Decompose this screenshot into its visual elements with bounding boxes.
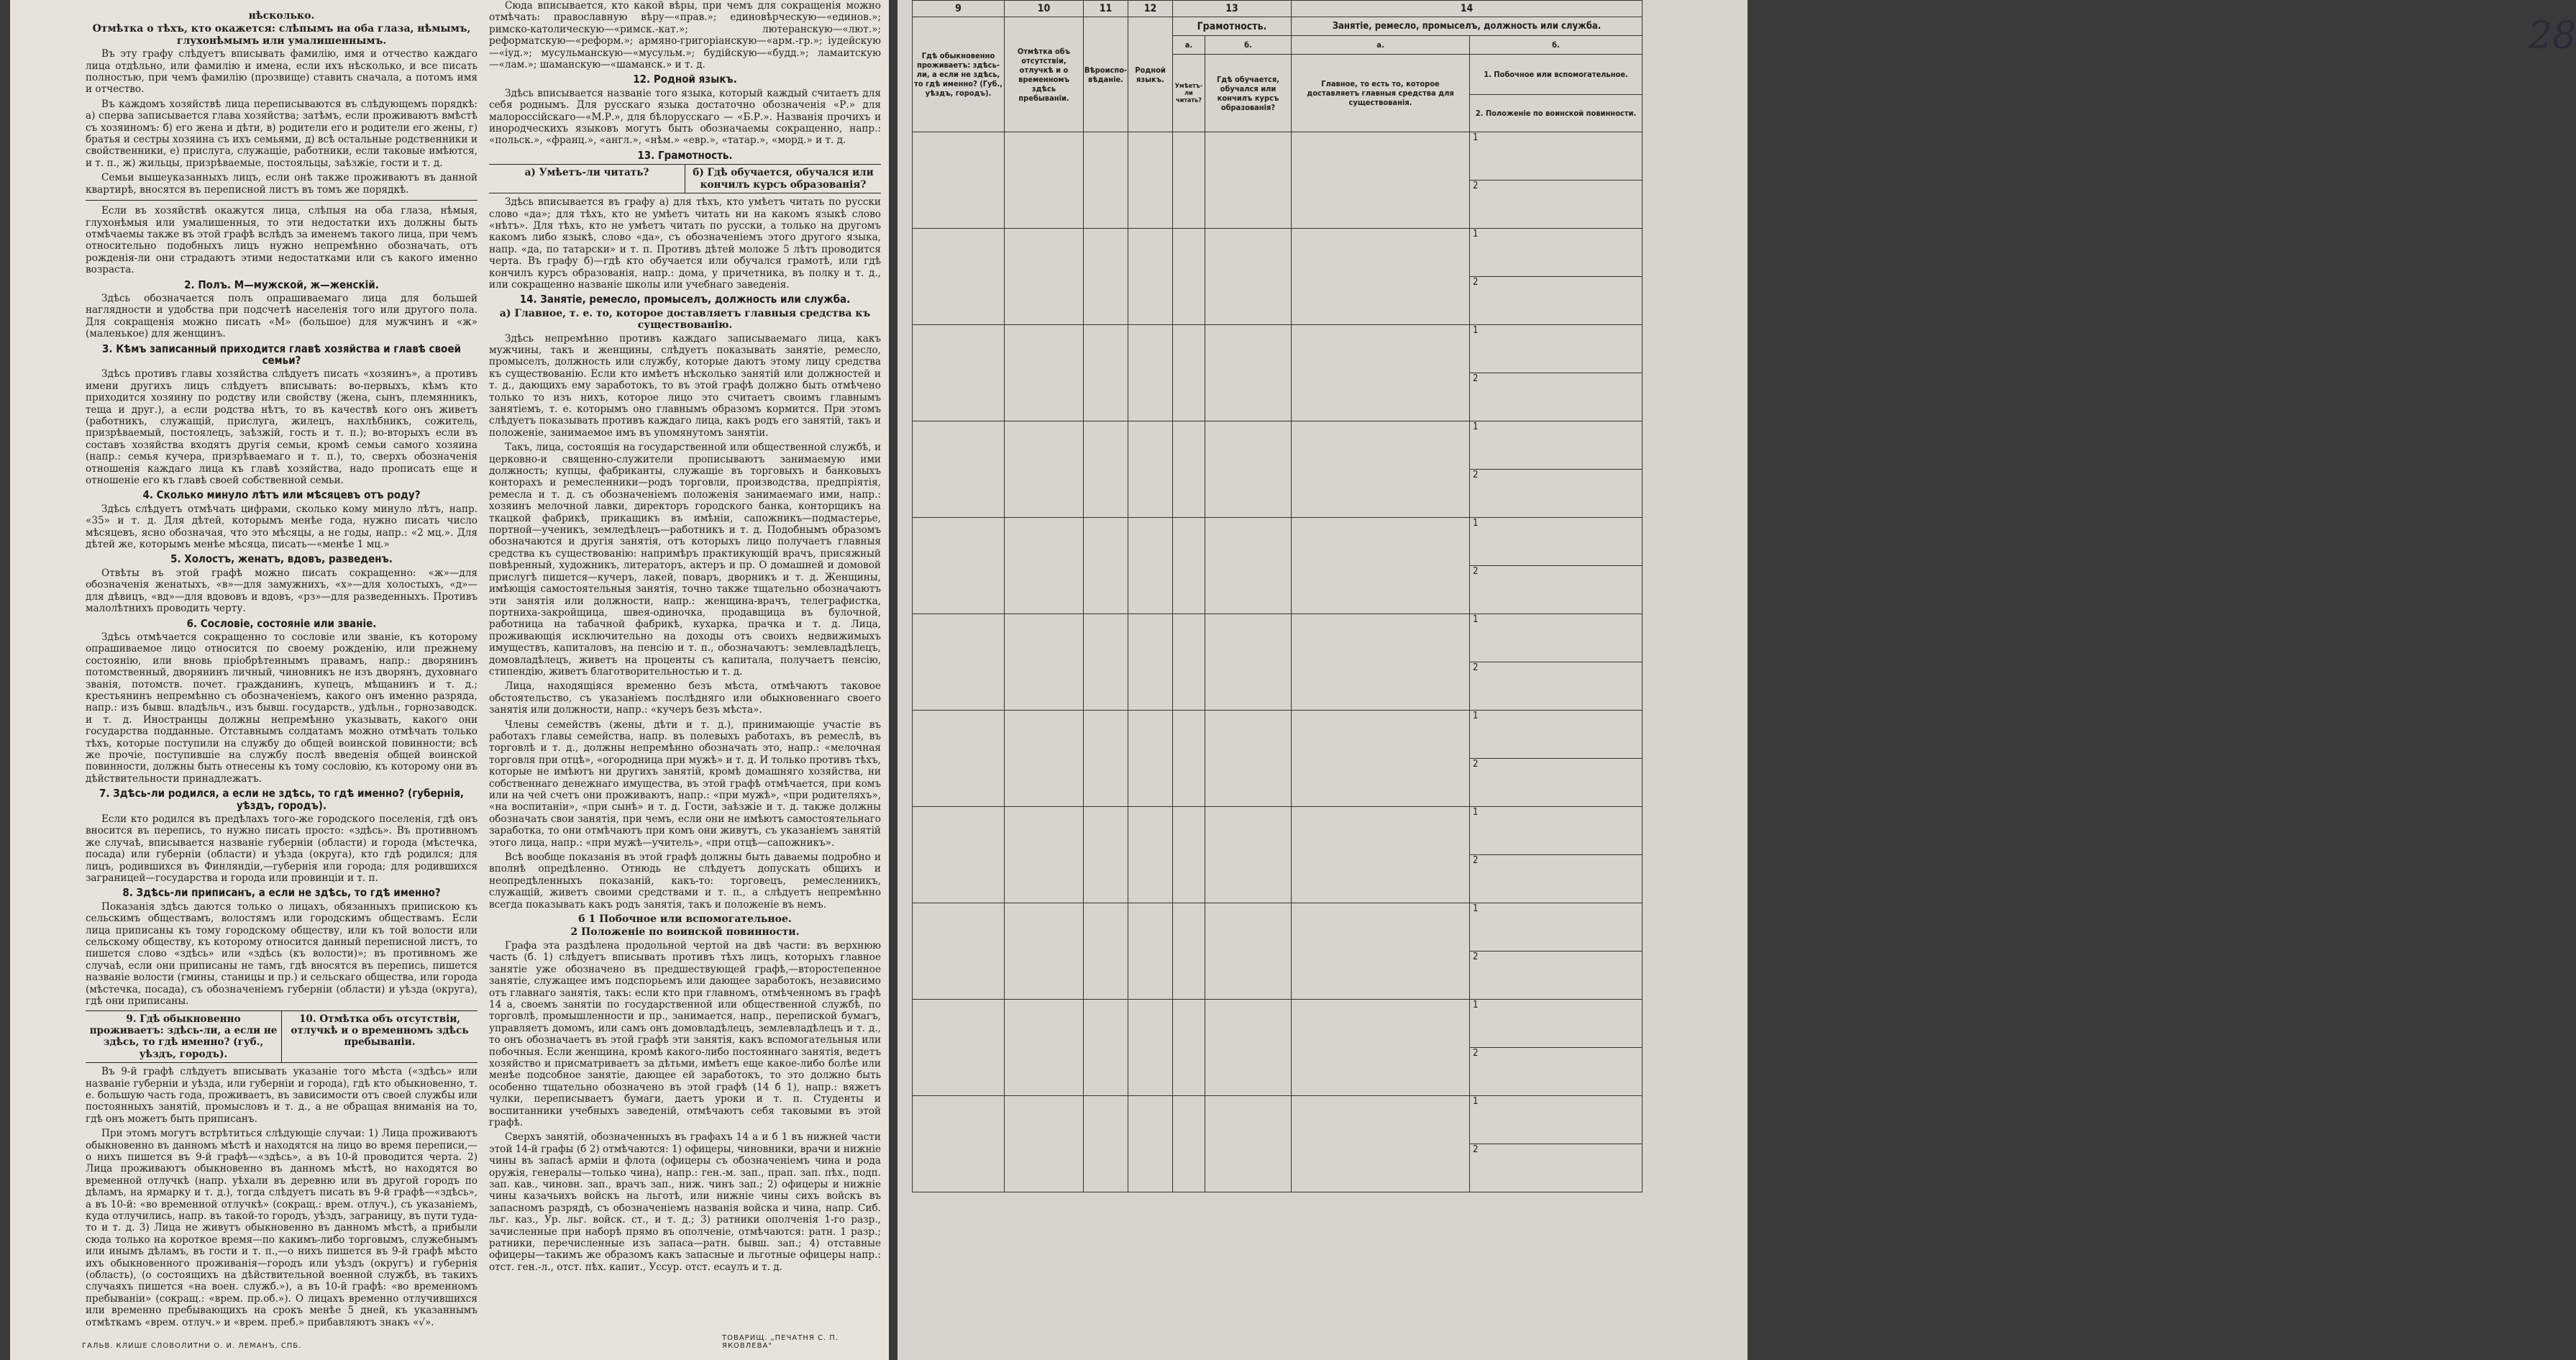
colnum-10: 10 [1005,1,1084,17]
form-cell[interactable] [1084,229,1128,325]
section-heading: 12. Родной языкъ. [633,73,737,86]
colnum-13: 13 [1173,1,1292,17]
form-cell[interactable] [1128,807,1173,903]
form-cell[interactable] [1128,518,1173,614]
form-cell[interactable] [1005,421,1084,518]
form-cell[interactable] [1205,1000,1292,1096]
form-cell[interactable] [1292,614,1470,711]
split-heading-right: 10. Отмѣтка объ отсутствіи, отлучкѣ и о временномъ здѣсь пребываніи. [281,1011,478,1063]
form-cell[interactable] [1205,1096,1292,1192]
header-occupation-b-letter: б. [1470,36,1643,55]
printer-footer-left: ГАЛЬВ. КЛИШЕ СЛОВОЛИТНИ О. И. ЛЕМАНЪ, СПБ. [82,1342,302,1350]
section-heading: 7. Здѣсь-ли родился, а если не здѣсь, то гдѣ именно? (губернія, уѣздъ, городъ). [99,787,465,812]
form-cell[interactable] [1005,132,1084,229]
form-cell[interactable] [1128,1096,1173,1192]
paragraph: Здѣсь вписывается названіе того языка, который каждый считаетъ для себя роднымъ. Для русскаго языка достаточно обозначенія «Р.» для малороссійскаго—«М.Р.», для бѣлорусскаго — «Б.Р.». Названія прочихъ и инородческихъ языковъ могутъ быть обозначаемы сокращенно, напр.: «польск.», «франц.», «англ.», «нѣм.» «евр.», «татар.», «морд.» и т. д. [489,87,881,147]
census-form-page [898,0,2576,1360]
sub-row-cell[interactable]: 1 [1470,518,1643,566]
sub-row-cell[interactable]: 2 [1470,277,1643,325]
form-cell[interactable] [1205,421,1292,518]
form-cell[interactable] [1292,229,1470,325]
paragraph: Лица, находящіяся временно безъ мѣста, отмѣчаютъ таковое обстоятельство, съ указаніемъ послѣдняго или обыкновеннаго своего занятія или должности, напр.: «кучеръ безъ мѣста». [489,680,881,716]
form-cell[interactable] [1205,325,1292,421]
form-cell[interactable] [1205,132,1292,229]
form-row [913,1096,1643,1144]
sub-row-cell[interactable]: 2 [1470,759,1643,807]
section-heading: 3. Кѣмъ записанный приходится главѣ хозяйства и главѣ своей семьи? [102,342,461,367]
form-row [913,421,1643,470]
paragraph: Если кто родился въ предѣлахъ того-же городского поселенія, гдѣ онъ вносится въ перепись, то нужно писать просто: «здѣсь». Въ противномъ же случаѣ, вписывается названіе губерніи (области) и города (мѣстечка, посада) или губерніи (области) и уѣзда (округа), кто гдѣ родился; для лицъ, родившихся въ Финляндіи,—губернія или города; для родившихся заграницей—государства и города или провинціи и т. п. [86,813,478,885]
section-heading: Отмѣтка о тѣхъ, кто окажется: слѣпымъ на оба глаза, нѣмымъ, глухонѣмымъ или умалишеннымъ. [92,23,471,47]
form-row [913,807,1643,855]
colnum-11: 11 [1084,1,1128,17]
header-literacy: Грамотность. [1173,17,1292,36]
handwritten-page-number: 28 [2529,14,2576,58]
sub-row-cell[interactable]: 1 [1470,132,1643,181]
form-row [913,325,1643,373]
split-heading [489,164,881,193]
printer-footer-mid: ТОВАРИЩ. „ПЕЧАТНЯ С. П. ЯКОВЛЕВА" [722,1334,839,1350]
sub-row-cell[interactable]: 1 [1470,421,1643,470]
header-religion: Вѣроиспо-вѣданіе. [1084,17,1128,132]
paragraph: Здѣсь вписывается въ графу а) для тѣхъ, кто умѣетъ читать по русски слово «да»; для тѣхъ, кто не умѣетъ читать ни на какомъ языкѣ слово «нѣтъ». Для тѣхъ, кто не умѣетъ читать по русски, а только на другомъ какомъ либо языкѣ, слово «да», съ обозначеніемъ этого другого языка, напр. «да, по татарски» и т. п. Противъ дѣтей моложе 5 лѣтъ проводится черта. Въ графу б)—гдѣ кто обучается или обучался грамотѣ, или гдѣ кончилъ курсъ образованія, напр.: дома, у причетника, въ полку и т. д., или сокращенно названіе школы или учебнаго заведенія. [489,196,881,291]
form-cell[interactable] [1084,325,1128,421]
form-cell[interactable] [1128,614,1173,711]
form-cell[interactable] [913,807,1005,903]
paragraph: Въ каждомъ хозяйствѣ лица переписываются въ слѣдующемъ порядкѣ: а) сперва записывается глава хозяйства; затѣмъ, если проживаютъ вмѣстѣ съ хозяиномъ: б) его жена и дѣти, в) родители его и родители его жены, г) братья и сестры хозяина съ ихъ семьями, д) всѣ остальные родственники и свойственники, е) прислуга, служащіе, работники, если таковые имѣются, и т. п., ж) жильцы, призрѣваемые, постояльцы, заѣзжіе, гости и т. д. [86,98,478,169]
form-row [913,614,1643,662]
section-heading: а) Главное, т. е. то, которое доставляетъ главныя средства къ существованію. [499,307,871,332]
header-secondary-occupation: 1. Побочное или вспомогательное. [1470,55,1643,95]
section-heading: 5. Холостъ, женатъ, вдовъ, разведенъ. [170,552,393,566]
form-row [913,711,1643,759]
paragraph: Всѣ вообще показанія въ этой графѣ должны быть даваемы подробно и вполнѣ опредѣленно. Отнюдь не слѣдуетъ допускать общихъ и неопредѣленныхъ показаній, какъ-то: торговецъ, ремесленникъ, служащій, живетъ своими средствами и т. п., а слѣдуетъ непремѣнно всегда показывать какъ родъ занятія, такъ и положеніе въ немъ. [489,852,881,911]
sub-row-cell[interactable]: 1 [1470,903,1643,951]
form-cell[interactable] [1084,903,1128,1000]
form-cell[interactable] [1084,614,1128,711]
form-cell[interactable] [913,132,1005,229]
header-occupation: Занятіе, ремесло, промыселъ, должность или служба. [1292,17,1643,36]
form-cell[interactable] [1292,903,1470,1000]
instructions-column-left [86,0,478,1331]
form-cell[interactable] [1128,903,1173,1000]
section-heading: 13. Грамотность. [637,148,733,162]
header-literacy-a-letter: а. [1173,36,1205,55]
form-cell[interactable] [1292,421,1470,518]
paragraph: Сюда вписывается, кто какой вѣры, при чемъ для сокращенія можно отмѣчать: православную вѣру—«прав.»; единовѣрческую—«единов.»; римско-католическую—«римск.-кат.»; лютеранскую—«лют.»; реформатскую—«реформ.»; армяно-григоріанскую—«арм.-гр.»; іудейскую—«іуд.»; мусульманскую—«мусульм.»; будійскую—«будд.»; ламаитскую—«лам.»; шаманскую—«шаманск.» и т. д. [489,0,881,71]
form-cell[interactable] [1084,421,1128,518]
form-row [913,518,1643,566]
form-cell[interactable] [1292,132,1470,229]
sub-row-cell[interactable]: 1 [1470,1096,1643,1144]
instructions-page [10,0,889,1360]
form-cell[interactable] [1005,903,1084,1000]
sub-row-cell[interactable]: 1 [1470,325,1643,373]
header-absence: Отмѣтка объ отсутствіи, отлучкѣ и о временномъ здѣсь пребываніи. [1005,17,1084,132]
sub-row-cell[interactable]: 1 [1470,807,1643,855]
form-cell[interactable] [1292,711,1470,807]
form-cell[interactable] [1084,518,1128,614]
form-cell[interactable] [1292,1000,1470,1096]
column-left-body [86,23,478,1328]
form-cell[interactable] [1173,1096,1205,1192]
form-cell[interactable] [1005,325,1084,421]
column-number-row [913,1,1643,17]
form-cell[interactable] [1173,711,1205,807]
form-cell[interactable] [1128,132,1173,229]
form-cell[interactable] [1005,229,1084,325]
form-cell[interactable] [1005,614,1084,711]
sub-row-cell[interactable]: 2 [1470,1144,1643,1192]
section-heading: б 1 Побочное или вспомогательное. [578,913,792,926]
form-cell[interactable] [913,903,1005,1000]
form-cell[interactable] [1292,807,1470,903]
paragraph: Такъ, лица, состоящія на государственной или общественной службѣ, и церковно-и священно-служители прописываютъ занимаемую ими должность; купцы, фабриканты, служащіе въ торговыхъ и банковыхъ конторахъ и ремесленники—родъ торговли, производства, предпріятія, ремесла и т. д. съ обозначеніемъ положенія занимаемаго ими, напр.: хозяинъ мелочной лавки, директоръ городского банка, конторщикъ на ткацкой фабрикѣ, прикащикъ въ имѣніи, сапожникъ—подмастерье, портной—ученикъ, земледѣлецъ—работникъ и т. д. Подобнымъ образомъ обозначаются и другія занятія, отъ которыхъ лицо получаетъ главныя средства къ существованію: напримѣръ практикующій врачъ, присяжный повѣренный, художникъ, литераторъ, актеръ и пр. О домашней и домовой прислугѣ пишется—кучеръ, лакей, поваръ, дворникъ и т. д. Женщины, имѣющія самостоятельныя занятія, точно также тщательно обозначаютъ эти занятія или должности, напр.: женщина-врачъ, телеграфистка, портниха-закройщица, швея-одиночка, продавщица въ булочной, работница на табачной фабрикѣ, кухарка, прачка и т. д. Лица, проживающія исключительно на доходы отъ своихъ недвижимыхъ имуществъ, капиталовъ, на пенсію и т. п., обозначаютъ: землевладѣлецъ, домовладѣлецъ, живетъ на проценты съ капитала, получаетъ пенсію, стипендію, живетъ благотворительностью и т. д. [489,442,881,677]
header-education: Гдѣ обучается, обучался или кончилъ курсъ образованія? [1205,55,1292,132]
form-cell[interactable] [1084,711,1128,807]
form-cell[interactable] [1005,1000,1084,1096]
form-cell[interactable] [1128,711,1173,807]
split-heading-left: 9. Гдѣ обыкновенно проживаетъ: здѣсь-ли, а если не здѣсь, то гдѣ именно? (губ., уѣздъ, городъ). [89,1013,278,1060]
form-cell[interactable] [1128,1000,1173,1096]
form-cell[interactable] [1292,518,1470,614]
form-cell[interactable] [1173,229,1205,325]
paragraph: Въ эту графу слѣдуетъ вписывать фамилію, имя и отчество каждаго лица отдѣльно, или фамилію и имена, если ихъ нѣсколько, и все писать полностью, при чемъ фамилію (прозвище) ставить сначала, а потомъ имя и отчество. [86,48,478,96]
form-cell[interactable] [1084,1096,1128,1192]
colnum-14: 14 [1292,1,1643,17]
section-heading: 4. Сколько минуло лѣтъ или мѣсяцевъ отъ роду? [142,488,421,502]
split-heading [86,1010,478,1064]
form-cell[interactable] [1173,518,1205,614]
header-occupation-a-letter: а. [1292,36,1470,55]
header-can-read: Умѣетъ-ли читать? [1173,55,1205,132]
paragraph: Въ 9-й графѣ слѣдуетъ вписывать указаніе того мѣста («здѣсь» или названіе губерніи и уѣзда, или губерніи и города), гдѣ кто обыкновенно, т. е. большую часть года, проживаетъ, въ зависимости отъ своей службы или постоянныхъ занятій, промысловъ и т. д., а не обращая вниманія на то, гдѣ онъ можетъ быть приписанъ. [86,1066,478,1125]
form-row [913,229,1643,277]
form-cell[interactable] [1205,229,1292,325]
form-cell[interactable] [1084,132,1128,229]
form-cell[interactable] [913,1096,1005,1192]
sub-row-cell[interactable]: 2 [1470,566,1643,614]
sub-row-cell[interactable]: 1 [1470,1000,1643,1048]
paragraph: Здѣсь отмѣчается сокращенно то сословіе или званіе, къ которому опрашиваемое лицо относится по своему рожденію, или прежнему состоянію, или вновь пріобрѣтеннымъ правамъ, напр.: дворянинъ потомственный, дворянинъ личный, чиновникъ не изъ дворянъ, духовнаго званія, потомств. почет. гражданинъ, купецъ, мѣщанинъ и т. д.; крестьянинъ непремѣнно съ обозначеніемъ, какого онъ именно разряда, напр.: изъ бывш. владѣльч., изъ бывш. государств., удѣльн., горнозаводск. и т. д. Иностранцы должны непремѣнно указывать, какого они государства подданные. Отставнымъ солдатамъ можно отмѣчать только тѣхъ, которые поступили на службу до общей воинской повинности; всѣ же прочіе, поступившіе на службу послѣ введенія общей воинской повинности, должны быть отнесены къ тому сословію, къ которому они въ дѣйствительности принадлежатъ. [86,631,478,785]
paragraph: Здѣсь слѣдуетъ отмѣчать цифрами, сколько кому минуло лѣтъ, напр. «35» и т. д. Для дѣтей, которымъ менѣе года, нужно писать число мѣсяцевъ, ясно обозначая, что это мѣсяцы, а не годы, напр.: «2 мц.». Для дѣтей же, которымъ менѣе мѣсяца, писать—«менѣе 1 мц.» [86,503,478,551]
section-heading: 6. Сословіе, состояніе или званіе. [186,616,377,630]
section-heading: 14. Занятіе, ремесло, промыселъ, должность или служба. [519,293,851,306]
form-body [913,132,1643,1192]
form-cell[interactable] [913,518,1005,614]
form-row [913,903,1643,951]
split-heading-left: а) Умѣетъ-ли читать? [524,167,649,179]
form-cell[interactable] [1173,903,1205,1000]
header-main-occupation: Главное, то есть то, которое доставляетъ главныя средства для существованія. [1292,55,1470,132]
form-cell[interactable] [1005,711,1084,807]
paragraph: Здѣсь обозначается полъ опрашиваемаго лица для большей наглядности и удобства при подсчетѣ населенія того или другого пола. Для сокращенія можно писать «М» (большое) для мужчинъ и «ж» (маленькое) для женщинъ. [86,292,478,340]
form-cell[interactable] [1173,325,1205,421]
form-cell[interactable] [1173,421,1205,518]
form-cell[interactable] [1205,614,1292,711]
form-cell[interactable] [1005,518,1084,614]
form-cell[interactable] [1128,229,1173,325]
sub-row-cell[interactable]: 2 [1470,951,1643,1000]
sub-row-cell[interactable]: 2 [1470,855,1643,903]
sub-row-cell[interactable]: 1 [1470,614,1643,662]
top-line: нѣсколько. [248,10,315,22]
form-cell[interactable] [1173,614,1205,711]
sub-row-cell[interactable]: 2 [1470,662,1643,711]
section-heading: 2 Положеніе по воинской повинности. [570,926,800,939]
paragraph: Показанія здѣсь даются только о лицахъ, обязанныхъ припискою къ сельскимъ обществамъ, волостямъ или городскимъ обществамъ. Если лица приписаны къ тому городскому обществу, или къ той волости или сельскому обществу, къ которому относится данный переписной листъ, то пишется слово «здѣсь» или «здѣсь (къ волости)»; въ противномъ же случаѣ, если они приписаны не тамъ, гдѣ вносятся въ перепись, пишется названіе волости (гмины, станицы и пр.) и сельскаго общества, или города (мѣстечка, посада), съ обозначеніемъ губерніи (области) и уѣзда (округа), гдѣ они приписаны. [86,900,478,1008]
instructions-column-right [489,0,881,1331]
form-cell[interactable] [1205,518,1292,614]
paragraph: Сверхъ занятій, обозначенныхъ въ графахъ 14 а и б 1 въ нижней части этой 14-й графы (б 2) отмѣчаются: 1) офицеры, чиновники, врачи и нижніе чины въ запасѣ арміи и флота (офицеры съ обозначеніемъ чина и рода оружія, генералы—только чина), напр.: ген.-м. зап., прап. зап. пѣх., подп. зап. кав., чиновн. зап., врачъ зап., ниж. чинъ зап.; 2) офицеры и нижніе чины казачьихъ войскъ на льготѣ, или нижніе чины сихъ войскъ въ запасномъ разрядѣ, съ обозначеніемъ названія войска и чина, напр. Сиб. льг. каз., Ур. льг. войск. ст., и т. д.; 3) ратники ополченія 1-го разр., зачисленные при наборѣ прямо въ ополченіе, отмѣчаются: ратн. 1 разр.; ратники, перечисленные изъ запаса—ратн. бывш. зап.; 4) отставные офицеры—такимъ же образомъ какъ запасные и льготные офицеры напр.: отст. ген.-л., отст. пѣх. капит., Усcур. отст. есаулъ и т. д. [489,1131,881,1273]
paragraph: Здѣсь непремѣнно противъ каждаго записываемаго лица, какъ мужчины, такъ и женщины, слѣдуетъ показывать занятіе, ремесло, промыселъ, должность или службу, которые даютъ этому лицу средства къ существованію. Если кто имѣетъ нѣсколько занятій или должностей и т. д., дающихъ ему заработокъ, то въ этой графѣ должно быть отмѣчено только то изъ нихъ, которое лицо это считаетъ своимъ главнымъ занятіемъ, т. е. которымъ оно главнымъ образомъ кормится. При этомъ слѣдуетъ показывать противъ каждаго лица, какъ родъ его занятій, такъ и положеніе, занимаемое имъ въ упомянутомъ занятіи. [489,332,881,439]
form-cell[interactable] [913,421,1005,518]
sub-row-cell[interactable]: 1 [1470,711,1643,759]
header-residence: Гдѣ обыкновенно проживаетъ: здѣсь-ли, а если не здѣсь, то гдѣ именно? (Губ., уѣздъ, городъ). [913,17,1005,132]
sub-row-cell[interactable]: 2 [1470,1048,1643,1096]
paragraph: Члены семействъ (жены, дѣти и т. д.), принимающіе участіе въ работахъ главы семейства, напр. въ полевыхъ работахъ, въ ремеслѣ, въ торговлѣ и т. д., должны непремѣнно обозначать это, напр.: «мелочная торговля при отцѣ», «огородница при мужѣ» и т. д. И только противъ тѣхъ, которые не имѣютъ ни другихъ занятій, кромѣ домашняго хозяйства, ни собственнаго денежнаго имущества, въ этой графѣ отмѣчается, при комъ или на чей счетъ они проживаютъ, напр.: «при мужѣ», «при родителяхъ», «на воспитаніи», «при сынѣ» и т. д. Гости, заѣзжіе и т. д. также должны обозначать свои занятія, при чемъ, если они не имѣютъ самостоятельнаго заработка, то они отмѣчаютъ при комъ они живутъ, съ указаніемъ занятій этого лица, напр.: «при мужѣ—учитель», «при отцѣ—сапожникъ». [489,718,881,849]
form-cell[interactable] [913,614,1005,711]
paragraph: Графа эта раздѣлена продольной чертой на двѣ части: въ верхнюю часть (б. 1) слѣдуетъ вписывать противъ тѣхъ лицъ, которыхъ главное занятіе уже обозначено въ предшествующей графѣ,—второстепенное занятіе, служащее имъ подспорьемъ или дающее заработокъ, независимо отъ главнаго занятія, такъ: если кто при главномъ, отмѣченномъ въ графѣ 14 а, своемъ занятіи по государственной или общественной службѣ, по торговлѣ, промышленности и пр., занимается, напр., перепиской бумагъ, управляетъ домомъ, или самъ онъ домовладѣлецъ, землевладѣлецъ и т. д., то онъ обозначаетъ въ этой графѣ эти занятія, какъ вспомогательныя или побочныя. Если женщина, кромѣ какого-либо постояннаго занятія, ведетъ хозяйство и присматриваетъ за дѣтьми, имѣетъ еще какое-либо болѣе или менѣе подсобное занятіе, дающее ей заработокъ, то это должно быть особенно тщательно обозначено въ этой графѣ (14 б 1), напр.: вяжетъ чулки, переписываетъ бумаги, даетъ уроки и т. п. Студенты и воспитанники учебныхъ заведеній, отмѣчаютъ себя таковыми въ этой графѣ. [489,939,881,1128]
form-cell[interactable] [1084,1000,1128,1096]
sub-row-cell[interactable]: 2 [1470,470,1643,518]
colnum-9: 9 [913,1,1005,17]
form-row [913,1000,1643,1048]
form-cell[interactable] [1173,132,1205,229]
form-cell[interactable] [1128,325,1173,421]
form-cell[interactable] [1205,711,1292,807]
form-row [913,132,1643,181]
form-cell[interactable] [913,325,1005,421]
colnum-12: 12 [1128,1,1173,17]
paragraph: Здѣсь противъ главы хозяйства слѣдуетъ писать «хозяинъ», а противъ имени другихъ лицъ слѣдуетъ вписывать: во-первыхъ, кѣмъ кто приходится хозяину по родству или свойству (жена, сынъ, племянникъ, теща и друг.), а если родства нѣтъ, то въ качествѣ кого онъ живетъ (работникъ, служащій, прислуга, жилецъ, нахлѣбникъ, сожитель, призрѣваемый, постоялецъ, заѣзжій, гость и т. п.); во-вторыхъ если въ составъ хозяйства входятъ другія семьи, кромѣ семьи самого хозяина (напр.: семья кучера, призрѣваемаго и т. п.), то, сверхъ обозначенія отношенія каждаго лица къ главѣ хозяйства, надо прописать еще и отношеніе его къ главѣ своей собственной семьи. [86,368,478,487]
form-cell[interactable] [1173,807,1205,903]
form-cell[interactable] [1005,1096,1084,1192]
form-cell[interactable] [1205,807,1292,903]
section-heading: 2. Полъ. М—мужской, ж—женскій. [184,278,379,291]
paragraph: При этомъ могутъ встрѣтиться слѣдующіе случаи: 1) Лица проживаютъ обыкновенно въ данномъ мѣстѣ и находятся на лицо во время переписи,—о нихъ пишется въ 9-й графѣ—«здѣсь», а въ 10-й проводится черта. 2) Лица проживаютъ обыкновенно въ данномъ мѣстѣ, но находятся во временной отлучкѣ (напр. уѣхали въ деревню или въ другой городъ по дѣламъ, на ярмарку и т. д.), тогда слѣдуетъ писать въ 9-й графѣ—«здѣсь», а въ 10-й: «во временной отлучкѣ» (сокращ.: врем. отлуч.), съ указаніемъ, куда отлучились, напр. въ такой-то городъ, уѣздъ, заграницу, въ пути туда-то и т. д. 3) Лица не живутъ обыкновенно въ данномъ мѣстѣ, а прибыли сюда только на короткое время—по какимъ-либо торговымъ, служебнымъ или инымъ дѣламъ, въ гости и т. п.,—о нихъ пишется въ 9-й графѣ мѣсто ихъ обыкновенного проживанія—городъ или уѣздъ (округъ) и губернія (область), (о состоящихъ на дѣйствительной военной службѣ, въ такихъ случаяхъ пишется «на воен. служб.»), а въ 10-й графѣ: «во временномъ пребываніи» (сокращ.: «врем. пр.об.»). О лицахъ временно отлучившихся или временно пребывающихъ на срокъ менѣе 5 дней, къ указаннымъ отмѣткамъ «врем. отлуч.» и «врем. преб.» прибавляютъ знакъ «√». [86,1128,478,1328]
header-literacy-b-letter: б. [1205,36,1292,55]
divider-rule [86,200,478,201]
paragraph: Семьи вышеуказанныхъ лицъ, если онѣ также проживаютъ въ данной квартирѣ, вносятся въ переписной листъ въ томъ же порядкѣ. [86,172,478,196]
form-cell[interactable] [1084,807,1128,903]
sub-row-cell[interactable]: 2 [1470,181,1643,229]
form-cell[interactable] [1205,903,1292,1000]
census-form-table [912,0,1643,1192]
form-cell[interactable] [913,711,1005,807]
paragraph: Отвѣты въ этой графѣ можно писать сокращенно: «ж»—для обозначенія женатыхъ, «в»—для замужнихъ, «х»—для холостыхъ, «д»—для дѣвицъ, «вд»—для вдововъ и вдовъ, «рз»—для разведенныхъ. Противъ малолѣтнихъ проводить черту. [86,567,478,615]
sub-row-cell[interactable]: 1 [1470,229,1643,277]
form-cell[interactable] [1173,1000,1205,1096]
form-cell[interactable] [1128,421,1173,518]
form-cell[interactable] [1005,807,1084,903]
sub-row-cell[interactable]: 2 [1470,373,1643,421]
header-native-language: Родной языкъ. [1128,17,1173,132]
split-heading-right: б) Гдѣ обучается, обучался или кончилъ курсъ образованія? [685,165,881,193]
paragraph: Если въ хозяйствѣ окажутся лица, слѣпыя на оба глаза, нѣмыя, глухонѣмыя или умалишенныя, то эти недостатки ихъ должны быть отмѣчаемы также въ этой графѣ вслѣдъ за именемъ такого лица, при чемъ относительно подобныхъ лицъ нужно непремѣнно обозначать, отъ рожденія-ли они страдаютъ этими недостатками или съ какого именно возраста. [86,205,478,276]
form-cell[interactable] [913,1000,1005,1096]
section-heading: 8. Здѣсь-ли приписанъ, а если не здѣсь, то гдѣ именно? [122,886,441,900]
form-cell[interactable] [913,229,1005,325]
column-right-body [489,0,881,1273]
form-cell[interactable] [1292,325,1470,421]
form-cell[interactable] [1292,1096,1470,1192]
header-military-status: 2. Положеніе по воинской повинности. [1470,95,1643,132]
